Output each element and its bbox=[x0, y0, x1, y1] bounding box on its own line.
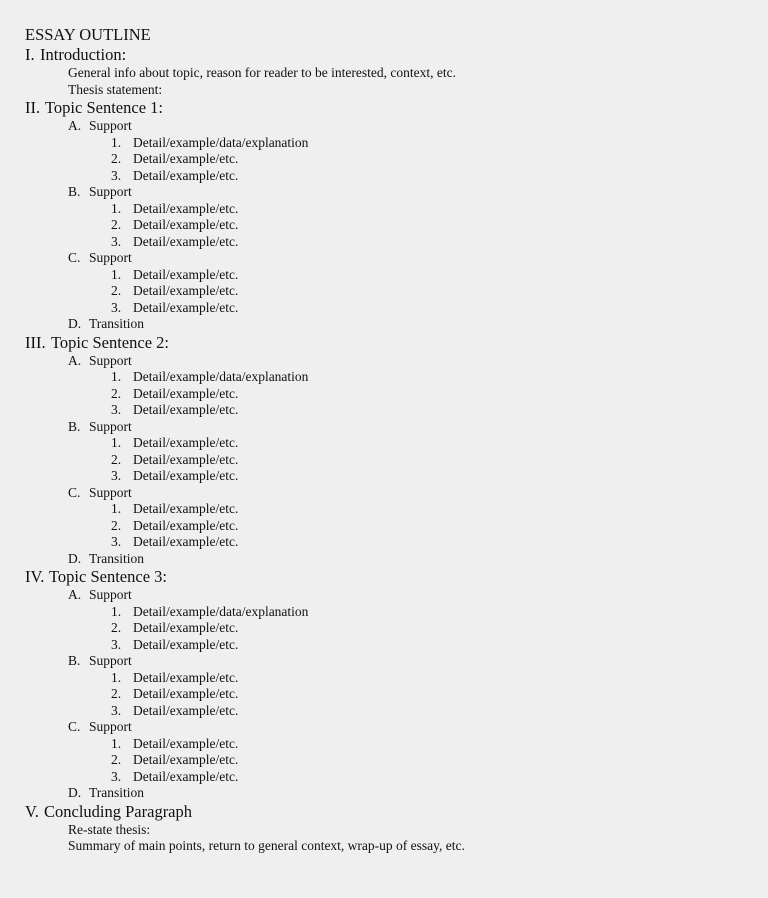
detail-text: Detail/example/etc. bbox=[133, 636, 239, 652]
detail-item bbox=[0, 703, 768, 720]
detail-item bbox=[0, 267, 768, 284]
support-label: Support bbox=[89, 719, 132, 734]
detail-text: Detail/example/etc. bbox=[133, 283, 239, 298]
transition-item bbox=[0, 316, 768, 333]
detail-number: 2. bbox=[111, 620, 122, 635]
detail-number: 1. bbox=[111, 735, 122, 751]
section-text-line bbox=[0, 65, 768, 82]
detail-text: Detail/example/data/explanation bbox=[133, 369, 309, 384]
detail-number: 1. bbox=[111, 435, 122, 450]
support-letter: B. bbox=[68, 653, 81, 668]
detail-text: Detail/example/etc. bbox=[133, 702, 239, 718]
detail-item bbox=[0, 468, 768, 485]
support-letter: A. bbox=[68, 118, 82, 133]
detail-number: 1. bbox=[111, 669, 122, 685]
support-letter: C. bbox=[68, 719, 81, 734]
detail-item bbox=[0, 283, 768, 300]
detail-number: 1. bbox=[111, 134, 122, 150]
detail-item bbox=[0, 752, 768, 769]
detail-number: 2. bbox=[111, 686, 122, 701]
page-title: ESSAY OUTLINE bbox=[25, 25, 151, 44]
detail-number: 1. bbox=[111, 369, 122, 384]
detail-item bbox=[0, 135, 768, 152]
detail-text: Detail/example/etc. bbox=[133, 768, 239, 784]
detail-text: Detail/example/etc. bbox=[133, 385, 239, 401]
section-title: Introduction: bbox=[40, 45, 127, 64]
detail-item bbox=[0, 435, 768, 452]
section-numeral: IV. bbox=[25, 567, 45, 586]
detail-number: 2. bbox=[111, 151, 122, 166]
section-title: Topic Sentence 2: bbox=[51, 332, 169, 352]
section-heading bbox=[0, 45, 768, 65]
detail-item bbox=[0, 369, 768, 386]
detail-text: Detail/example/etc. bbox=[133, 402, 239, 417]
support-item bbox=[0, 587, 768, 604]
section-text-line bbox=[0, 838, 768, 855]
support-item bbox=[0, 250, 768, 267]
section-text: Re-state thesis: bbox=[68, 821, 151, 837]
support-label: Support bbox=[89, 184, 132, 199]
detail-text: Detail/example/etc. bbox=[133, 686, 239, 701]
section-heading bbox=[0, 567, 768, 587]
transition-letter: D. bbox=[68, 785, 82, 800]
detail-text: Detail/example/etc. bbox=[133, 501, 239, 516]
support-item bbox=[0, 118, 768, 135]
detail-item bbox=[0, 686, 768, 703]
section-title: Topic Sentence 1: bbox=[45, 98, 163, 117]
section-text: Summary of main points, return to general context, wrap-up of essay, etc. bbox=[68, 838, 465, 853]
support-label: Support bbox=[89, 418, 132, 434]
support-label: Support bbox=[89, 250, 132, 265]
detail-item bbox=[0, 300, 768, 317]
transition-label: Transition bbox=[89, 785, 145, 800]
detail-item bbox=[0, 151, 768, 168]
section-text-line bbox=[0, 82, 768, 99]
detail-number: 1. bbox=[111, 501, 122, 516]
support-label: Support bbox=[89, 484, 132, 500]
transition-label: Transition bbox=[89, 316, 145, 331]
section-numeral: V. bbox=[25, 801, 39, 821]
detail-number: 1. bbox=[111, 266, 122, 282]
detail-item bbox=[0, 534, 768, 551]
detail-text: Detail/example/etc. bbox=[133, 735, 239, 751]
detail-text: Detail/example/etc. bbox=[133, 200, 239, 216]
detail-item bbox=[0, 604, 768, 621]
detail-number: 3. bbox=[111, 702, 122, 718]
detail-number: 3. bbox=[111, 636, 122, 652]
detail-text: Detail/example/etc. bbox=[133, 669, 239, 685]
detail-text: Detail/example/etc. bbox=[133, 451, 239, 467]
detail-number: 3. bbox=[111, 233, 122, 249]
section-numeral: I. bbox=[25, 45, 35, 64]
detail-number: 3. bbox=[111, 468, 122, 483]
detail-item bbox=[0, 769, 768, 786]
detail-text: Detail/example/etc. bbox=[133, 435, 239, 450]
section-title: Topic Sentence 3: bbox=[49, 567, 167, 586]
support-letter: A. bbox=[68, 352, 82, 368]
transition-item bbox=[0, 551, 768, 568]
section-title: Concluding Paragraph bbox=[44, 801, 193, 821]
detail-item bbox=[0, 201, 768, 218]
detail-item bbox=[0, 637, 768, 654]
detail-number: 3. bbox=[111, 167, 122, 183]
detail-text: Detail/example/etc. bbox=[133, 266, 239, 282]
support-item bbox=[0, 419, 768, 436]
detail-number: 3. bbox=[111, 299, 122, 315]
detail-text: Detail/example/etc. bbox=[133, 151, 239, 166]
transition-letter: D. bbox=[68, 316, 82, 331]
section-text: Thesis statement: bbox=[68, 81, 163, 97]
support-label: Support bbox=[89, 587, 132, 602]
section-numeral: III. bbox=[25, 332, 46, 352]
detail-number: 2. bbox=[111, 283, 122, 298]
detail-number: 3. bbox=[111, 768, 122, 784]
outline-body bbox=[0, 45, 768, 855]
support-item bbox=[0, 353, 768, 370]
support-letter: C. bbox=[68, 484, 81, 500]
detail-item bbox=[0, 234, 768, 251]
detail-text: Detail/example/etc. bbox=[133, 233, 239, 249]
detail-item bbox=[0, 518, 768, 535]
detail-number: 3. bbox=[111, 402, 122, 417]
detail-number: 1. bbox=[111, 200, 122, 216]
section-text-line bbox=[0, 822, 768, 839]
detail-text: Detail/example/etc. bbox=[133, 299, 239, 315]
detail-number: 1. bbox=[111, 603, 122, 619]
support-item bbox=[0, 719, 768, 736]
detail-text: Detail/example/etc. bbox=[133, 217, 239, 232]
detail-number: 3. bbox=[111, 534, 122, 549]
detail-number: 2. bbox=[111, 752, 122, 767]
section-heading bbox=[0, 802, 768, 822]
detail-number: 2. bbox=[111, 385, 122, 401]
support-letter: B. bbox=[68, 184, 81, 199]
detail-text: Detail/example/etc. bbox=[133, 517, 239, 533]
detail-text: Detail/example/data/explanation bbox=[133, 603, 309, 619]
section-heading bbox=[0, 333, 768, 353]
detail-item bbox=[0, 736, 768, 753]
support-item bbox=[0, 184, 768, 201]
detail-number: 2. bbox=[111, 451, 122, 467]
detail-item bbox=[0, 452, 768, 469]
support-item bbox=[0, 485, 768, 502]
detail-item bbox=[0, 501, 768, 518]
section-heading bbox=[0, 98, 768, 118]
transition-item bbox=[0, 785, 768, 802]
support-label: Support bbox=[89, 118, 132, 133]
support-letter: C. bbox=[68, 250, 81, 265]
detail-item bbox=[0, 168, 768, 185]
support-label: Support bbox=[89, 352, 132, 368]
detail-item bbox=[0, 386, 768, 403]
transition-label: Transition bbox=[89, 550, 145, 566]
support-letter: B. bbox=[68, 418, 81, 434]
transition-letter: D. bbox=[68, 550, 82, 566]
support-letter: A. bbox=[68, 587, 82, 602]
detail-text: Detail/example/data/explanation bbox=[133, 134, 309, 150]
detail-text: Detail/example/etc. bbox=[133, 167, 239, 183]
detail-number: 2. bbox=[111, 517, 122, 533]
detail-item bbox=[0, 402, 768, 419]
detail-item bbox=[0, 670, 768, 687]
detail-text: Detail/example/etc. bbox=[133, 468, 239, 483]
detail-item bbox=[0, 620, 768, 637]
detail-text: Detail/example/etc. bbox=[133, 620, 239, 635]
detail-text: Detail/example/etc. bbox=[133, 534, 239, 549]
support-item bbox=[0, 653, 768, 670]
detail-item bbox=[0, 217, 768, 234]
detail-number: 2. bbox=[111, 217, 122, 232]
support-label: Support bbox=[89, 653, 132, 668]
detail-text: Detail/example/etc. bbox=[133, 752, 239, 767]
section-numeral: II. bbox=[25, 98, 41, 117]
section-text: General info about topic, reason for reader to be interested, context, etc. bbox=[68, 65, 456, 80]
